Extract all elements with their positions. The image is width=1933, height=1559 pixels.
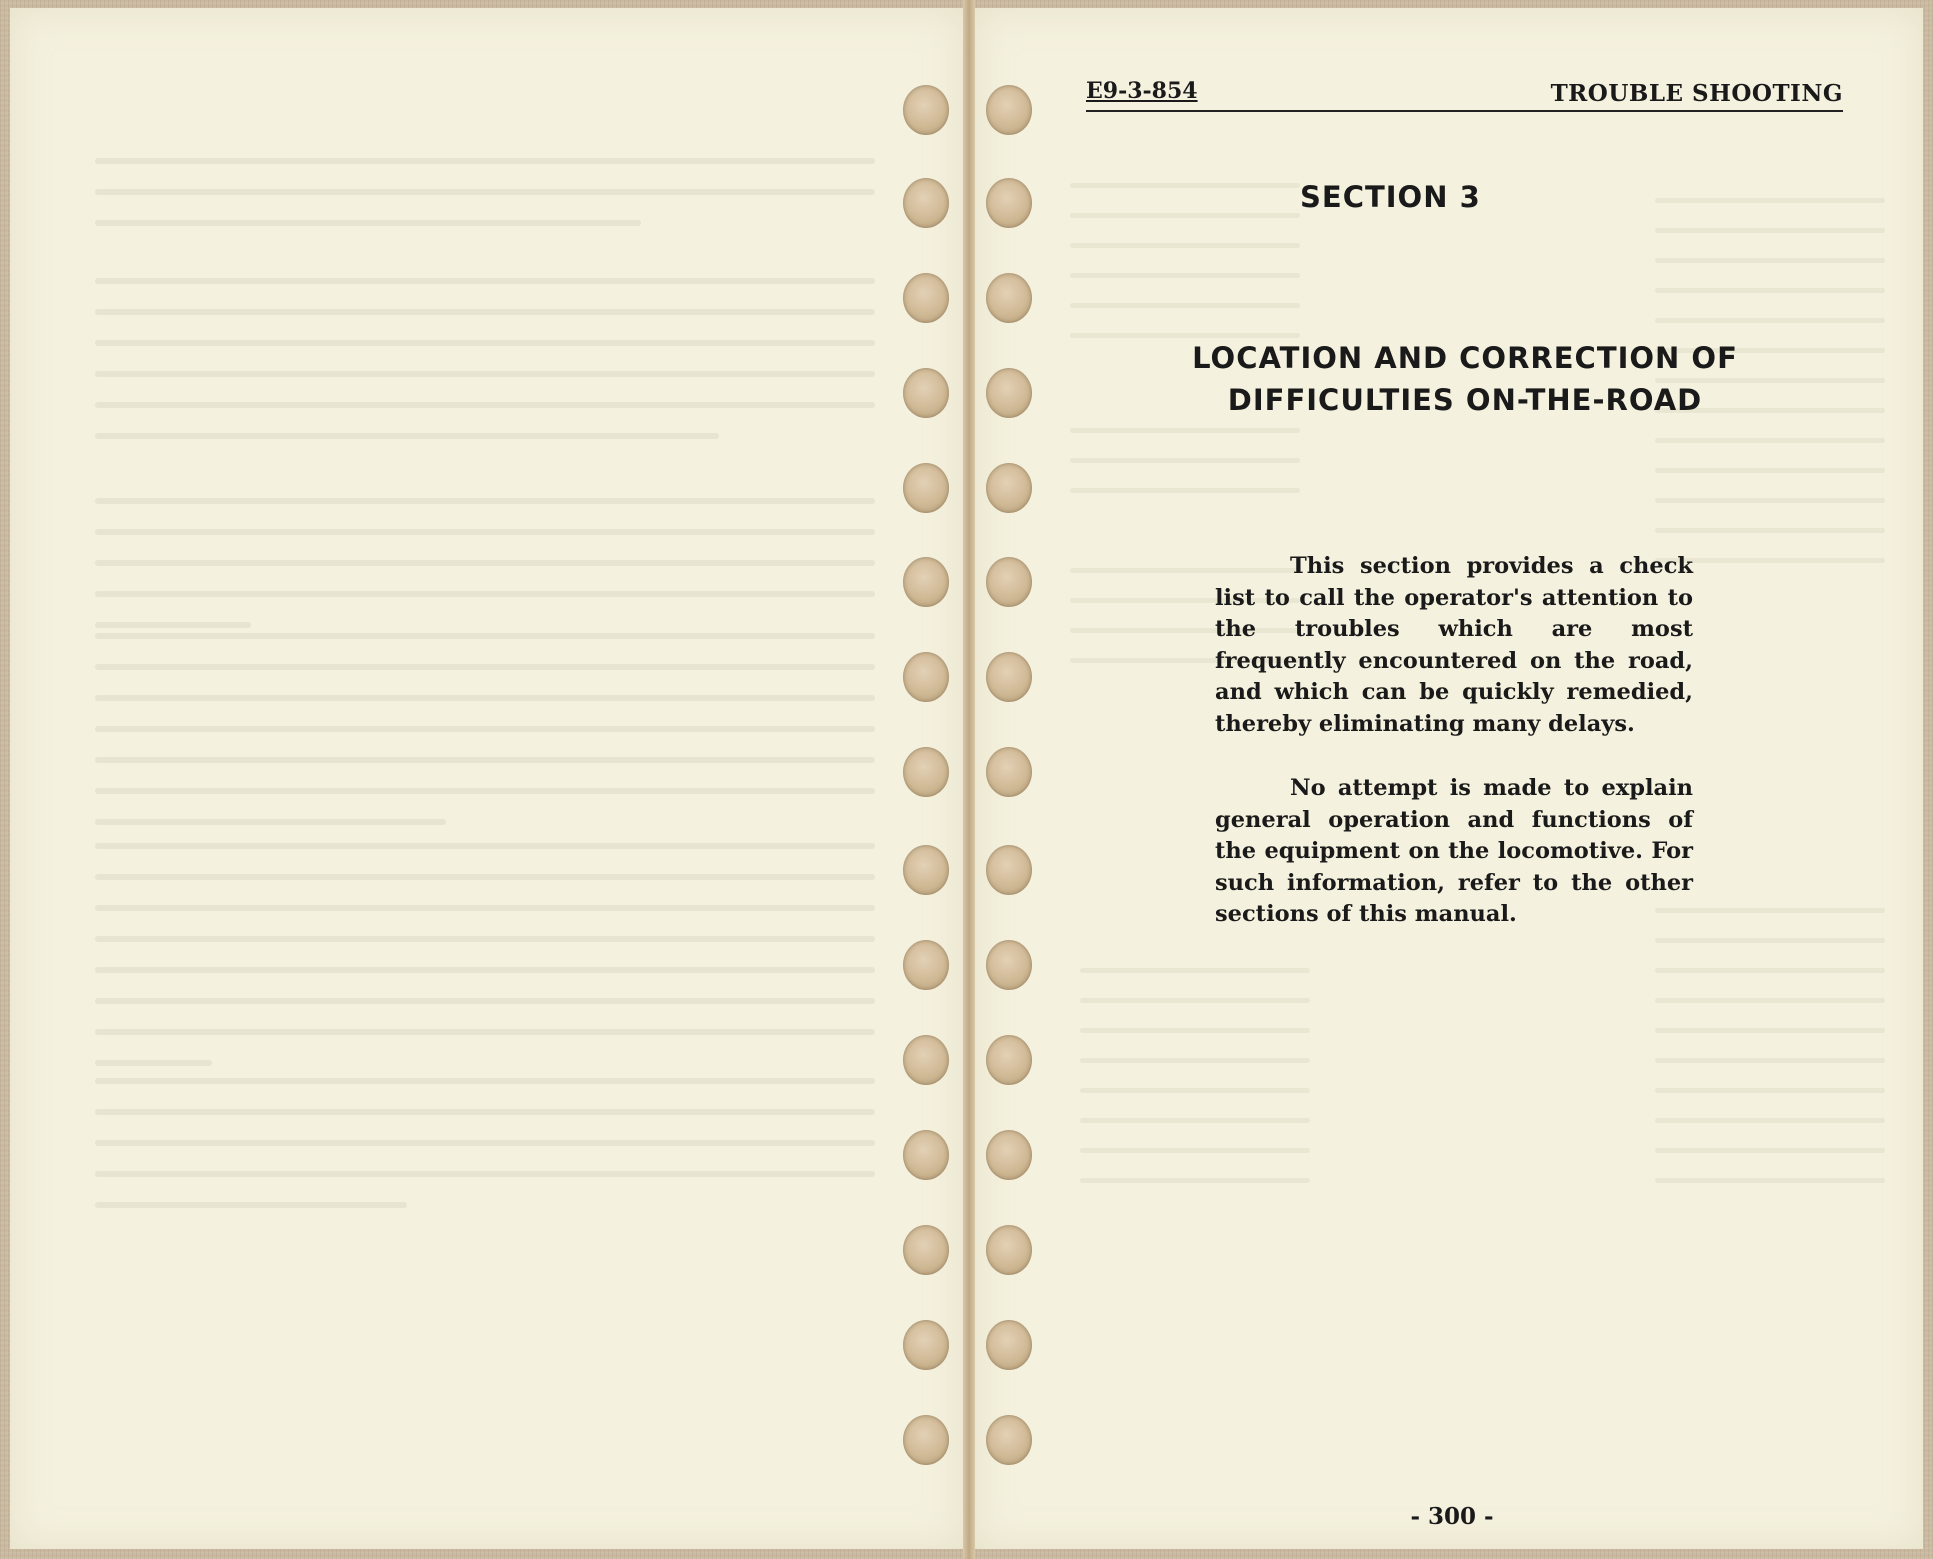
bleed-through-text [1070, 428, 1300, 518]
bleed-through-text [95, 158, 875, 251]
bleed-through-text [95, 278, 875, 464]
section-label: SECTION 3 [1300, 180, 1481, 214]
page-number: - 300 - [1410, 1503, 1494, 1530]
section-title-line-2: DIFFICULTIES ON-THE-ROAD [1227, 383, 1703, 417]
document-number: E9-3-854 [1086, 78, 1198, 104]
bleed-through-text [95, 498, 875, 653]
bleed-through-text [95, 633, 875, 850]
bleed-through-text [95, 1078, 875, 1233]
bleed-through-text [1655, 908, 1885, 1208]
binding-holes-right [986, 0, 1046, 1559]
page-header [1086, 78, 1843, 112]
binding-holes-left [903, 0, 963, 1559]
intro-paragraph: This section provides a check list to call the operator's attention to the troubles which are most frequently encountered on the road, and which can be quickly remedied, thereby eliminating many delays. [1215, 553, 1693, 737]
left-page [10, 8, 963, 1549]
chapter-title: TROUBLE SHOOTING [1550, 80, 1843, 107]
binding-spine [963, 0, 975, 1559]
bleed-through-text [1070, 183, 1300, 363]
bleed-through-text [1080, 968, 1310, 1208]
section-title [1150, 337, 1780, 421]
bleed-through-text [95, 843, 875, 1091]
section-title-line-1: LOCATION AND CORRECTION OF [1192, 341, 1738, 375]
scope-paragraph: No attempt is made to explain general operation and functions of the equipment on the locomotive. For such information, refer to the other sections of this manual. [1215, 775, 1693, 927]
